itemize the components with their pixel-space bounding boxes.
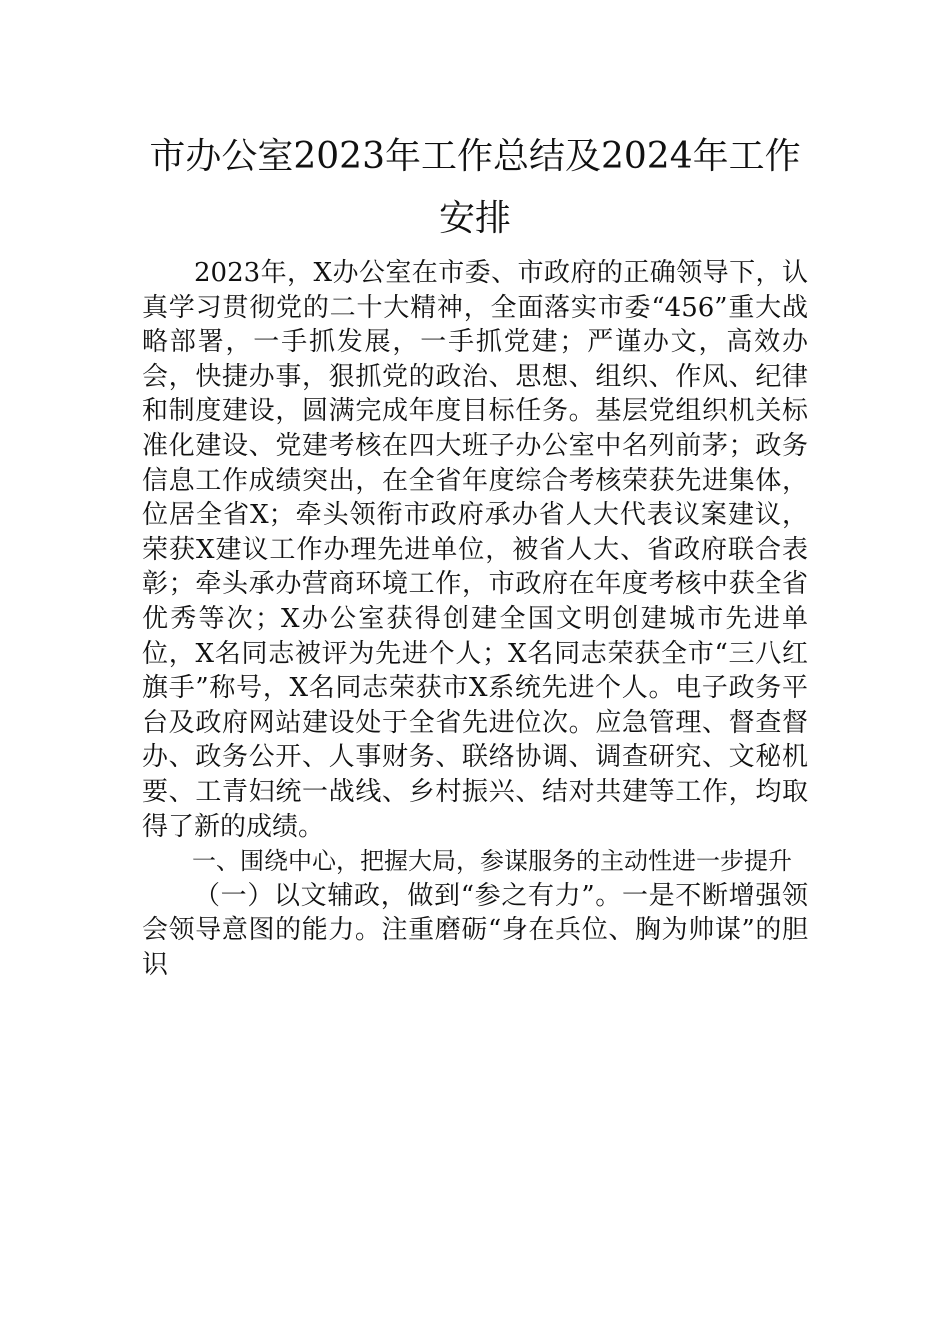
subsection-paragraph: （一）以文辅政，做到“参之有力”。一是不断增强领会领导意图的能力。注重磨砺“身在兵位、胸为帅谋”的胆识 bbox=[142, 880, 808, 980]
intro-paragraph: 2023年，X办公室在市委、市政府的正确领导下，认真学习贯彻党的二十大精神，全面落实市委“456”重大战略部署，一手抓发展，一手抓党建；严谨办文，高效办会，快捷办事，狠抓党的政治、思想、组织、作风、纪律和制度建设，圆满完成年度目标任务。基层党组织机关标准化建设、党建考核在四大班子办公室中名列前茅；政务信息工作成绩突出，在全省年度综合考核荣获先进集体，位居全省X；牵头领衔市政府承办省人大代表议案建议，荣获X建议工作办理先进单位，被省人大、省政府联合表彰；牵头承办营商环境工作，市政府在年度考核中获全省优秀等次；X办公室获得创建全国文明创建城市先进单位，X名同志被评为先进个人；X名同志荣获全市“三八红旗手”称号，X名同志荣获市X系统先进个人。电子政务平台及政府网站建设处于全省先进位次。应急管理、督查督办、政务公开、人事财务、联络协调、调查研究、文秘机要、工青妇统一战线、乡村振兴、结对共建等工作，均取得了新的成绩。 bbox=[142, 258, 808, 842]
document-body bbox=[142, 256, 808, 982]
section-heading: 一、围绕中心，把握大局，参谋服务的主动性进一步提升 bbox=[192, 847, 792, 876]
document-title: 市办公室2023年工作总结及2024年工作安排 bbox=[149, 136, 801, 239]
